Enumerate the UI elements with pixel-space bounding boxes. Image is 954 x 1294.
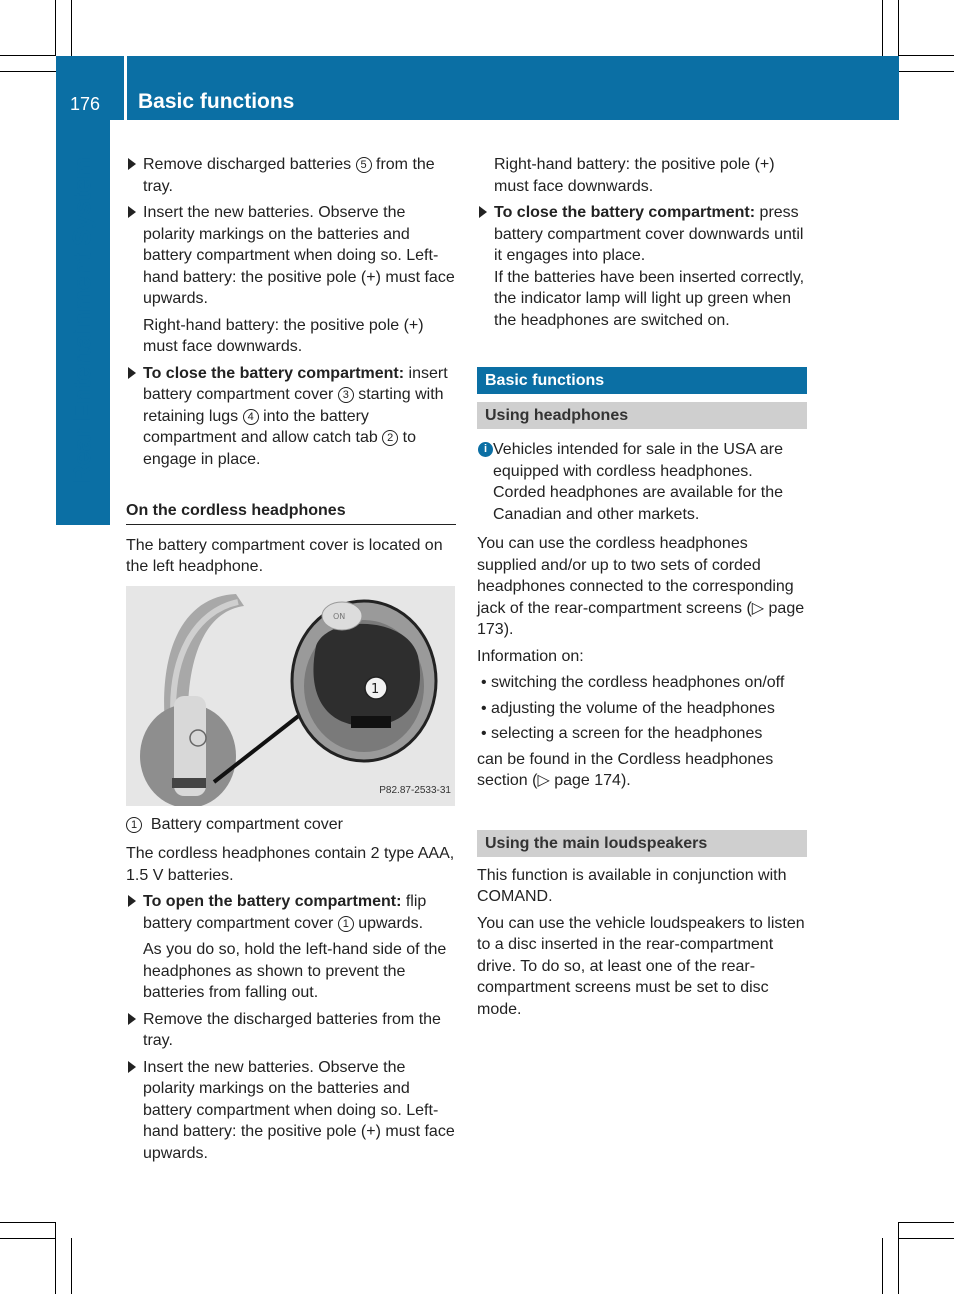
crop-mark [0,1238,56,1239]
step-remove-discharged: Remove the discharged batteries from the tray. [126,1009,456,1052]
header-separator [124,56,127,120]
info-icon: i [478,442,493,457]
crop-mark [0,55,56,56]
step-remove-batteries: Remove discharged batteries 5 from the tray. [126,154,456,197]
step-arrow-icon [479,206,487,218]
callout-number: 2 [382,430,398,446]
callout-number: 1 [126,817,142,833]
headphones-image [126,586,455,806]
subsection-title-bar: Using headphones [477,402,807,429]
crop-mark [55,0,56,56]
list-item: • selecting a screen for the headphones [481,725,763,742]
headphones-illustration [126,586,455,806]
paragraph: You can use the cordless headphones supplied and/or up to two sets of corded headphones connected to the corresponding jack of the rear-compartment screens (▷ page 173). [477,535,805,638]
crop-mark [71,0,72,56]
paragraph: The battery compartment cover is located on the left headphone. [126,536,443,575]
step-arrow-icon [128,206,136,218]
paragraph: can be found in the Cordless headphones section (▷ page 174). [477,750,774,789]
page-title: Basic functions [138,90,295,113]
step-sub-text: If the batteries have been inserted correctly, the indicator lamp will light up green when the headphones are switched on. [494,268,805,329]
left-column [126,154,456,1169]
page-number: 176 [70,94,101,114]
section-title-bar: Basic functions [477,367,807,394]
image-callout: 1 [371,681,380,697]
paragraph: This function is available in conjunction with COMAND. [477,866,787,905]
chapter-title: Rear Entertainment System [68,156,97,484]
crop-mark [898,55,954,56]
callout-number: 3 [338,387,354,403]
right-column [477,154,807,1025]
crop-mark [898,71,954,72]
crop-mark [898,1222,899,1294]
crop-mark [882,1238,883,1294]
step-arrow-icon [128,367,136,379]
info-note: i Vehicles intended for sale in the USA are equipped with cordless headphones. Corded headphones are available for the Canadian and other markets. [477,439,807,525]
svg-text:ON: ON [333,611,346,621]
crop-mark [898,0,899,56]
step-arrow-icon [128,158,136,170]
step-sub-text: Right-hand battery: the positive pole (+) must face downwards. [143,316,424,355]
list-item: • switching the cordless headphones on/off [481,674,785,691]
paragraph: The cordless headphones contain 2 type AAA, 1.5 V batteries. [126,845,455,884]
crop-mark [71,1238,72,1294]
list-item: • adjusting the volume of the headphones [481,699,775,717]
crop-mark [55,1222,56,1294]
callout-number: 5 [356,157,372,173]
crop-mark [0,71,56,72]
step-arrow-icon [128,1061,136,1073]
step-open-compartment: To open the battery compartment: flip battery compartment cover 1 upwards. [126,891,456,934]
step-insert-batteries: Insert the new batteries. Observe the polarity markings on the batteries and battery compartment when doing so. Left-hand battery: the positive pole (+) must face upwards. [126,202,456,310]
crop-mark [898,1238,954,1239]
continued-text: Right-hand battery: the positive pole (+) must face downwards. [494,156,775,195]
step-close-compartment-right: To close the battery compartment: press battery compartment cover downwards until it engages into place. [477,202,807,267]
subheading-cordless: On the cordless headphones [126,500,456,525]
crop-mark [898,1222,954,1223]
paragraph: You can use the vehicle loudspeakers to listen to a disc inserted in the rear-compartment drive. To do so, at least one of the rear-compartment screens must be set to disc mode. [477,914,805,1018]
step-sub-text: As you do so, hold the left-hand side of the headphones as shown to prevent the batteries from falling out. [143,941,447,1001]
image-code: P82.87-2533-31 [379,785,451,796]
step-arrow-icon [128,895,136,907]
callout-number: 1 [338,916,354,932]
crop-mark [882,0,883,56]
image-caption: 1 Battery compartment cover [126,814,456,836]
paragraph: Information on: [477,647,584,665]
step-insert-new: Insert the new batteries. Observe the polarity markings on the batteries and battery compartment when doing so. Left-hand battery: the positive pole (+) must face upwards. [126,1057,456,1165]
callout-number: 4 [243,409,259,425]
subsection-title-bar: Using the main loudspeakers [477,830,807,857]
step-close-compartment: To close the battery compartment: insert battery compartment cover 3 starting with retaining lugs 4 into the battery compartment and allow catch tab 2 to engage in place. [126,363,456,471]
step-arrow-icon [128,1013,136,1025]
crop-mark [0,1222,56,1223]
